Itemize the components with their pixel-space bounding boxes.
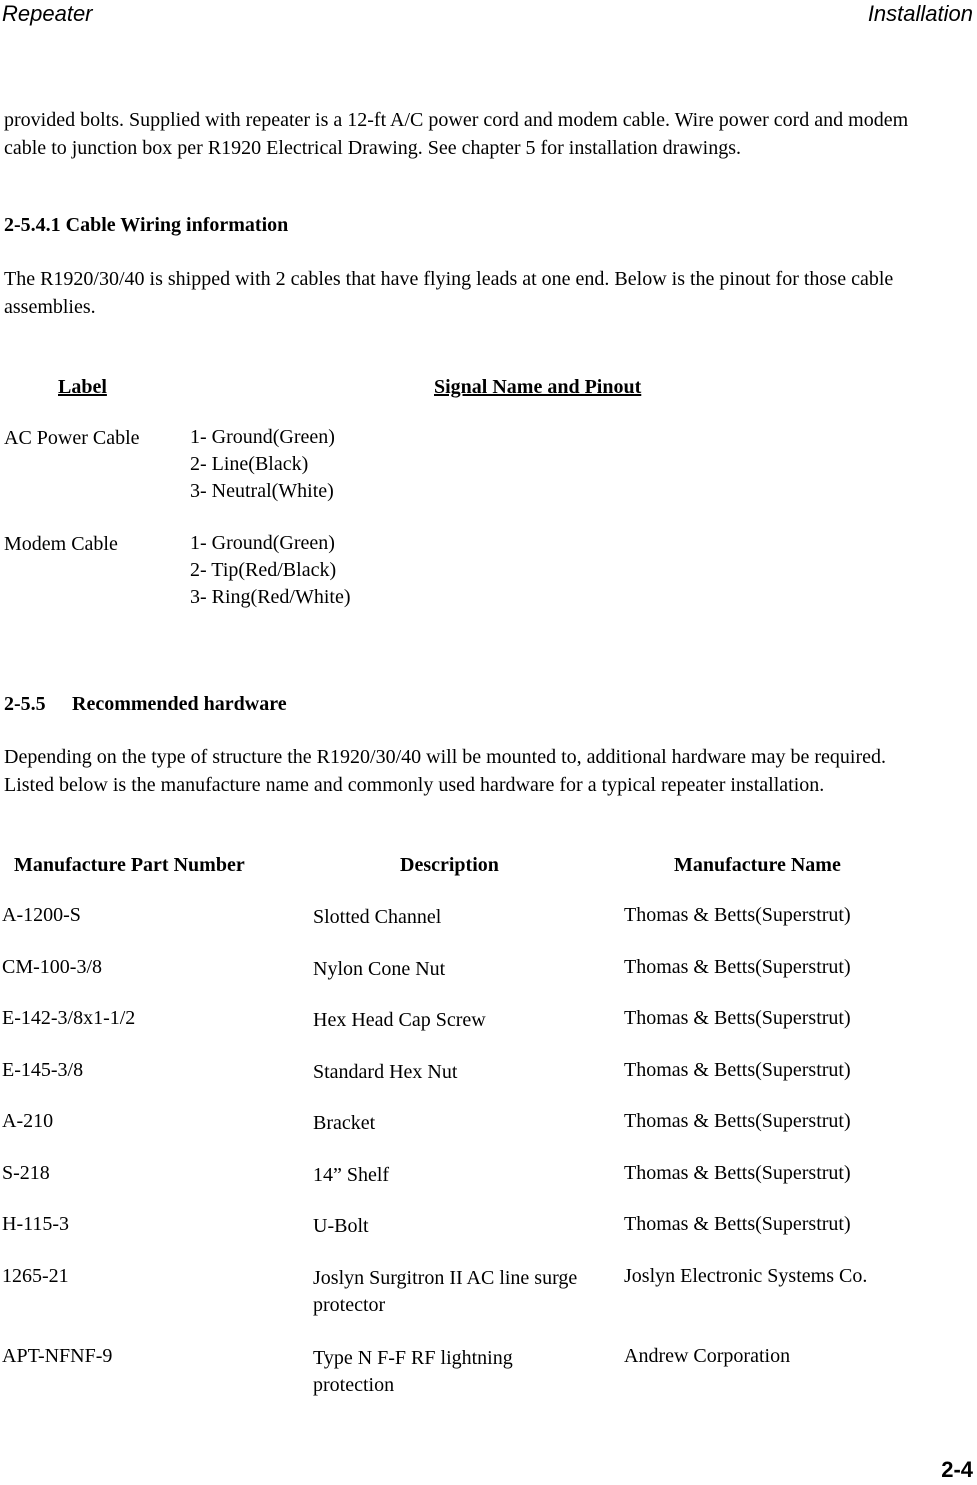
description-cell: Hex Head Cap Screw bbox=[313, 1009, 486, 1031]
table-row bbox=[0, 1162, 977, 1190]
part-number-cell: E-145-3/8 bbox=[2, 1059, 84, 1081]
manufacturer-cell: Thomas & Betts(Superstrut) bbox=[624, 956, 851, 978]
manufacturer-cell: Andrew Corporation bbox=[624, 1345, 791, 1367]
description-cell: Type N F-F RF lightning protection bbox=[313, 1347, 513, 1396]
cable-label-ac-power: AC Power Cable bbox=[4, 427, 140, 449]
pin-item: 1- Ground(Green) bbox=[190, 426, 335, 448]
part-number-cell: APT-NFNF-9 bbox=[2, 1345, 113, 1367]
table-row bbox=[0, 956, 977, 984]
manufacturer-cell: Thomas & Betts(Superstrut) bbox=[624, 1110, 851, 1132]
manufacturer-cell: Thomas & Betts(Superstrut) bbox=[624, 1059, 851, 1081]
pinout-ac-power bbox=[190, 424, 335, 505]
table-row bbox=[0, 1059, 977, 1087]
table-header-description: Description bbox=[400, 854, 499, 876]
description-cell: Slotted Channel bbox=[313, 906, 442, 928]
part-number-cell: CM-100-3/8 bbox=[2, 956, 102, 978]
description-cell: U-Bolt bbox=[313, 1215, 369, 1237]
part-number-cell: A-1200-S bbox=[2, 904, 81, 926]
manufacturer-cell: Thomas & Betts(Superstrut) bbox=[624, 904, 851, 926]
part-number-cell: 1265-21 bbox=[2, 1265, 69, 1287]
pin-item: 2- Line(Black) bbox=[190, 453, 309, 475]
page-number: 2-4 bbox=[941, 1457, 973, 1482]
table-header-part-number: Manufacture Part Number bbox=[14, 854, 245, 876]
description-cell: Nylon Cone Nut bbox=[313, 958, 446, 980]
manufacturer-cell: Thomas & Betts(Superstrut) bbox=[624, 1162, 851, 1184]
section-number-hardware: 2-5.5 bbox=[4, 693, 46, 715]
description-cell: Joslyn Surgitron II AC line surge protector bbox=[313, 1267, 578, 1316]
table-row bbox=[0, 1110, 977, 1138]
description-cell: 14” Shelf bbox=[313, 1164, 390, 1186]
table-row bbox=[0, 1265, 977, 1316]
manufacturer-cell: Thomas & Betts(Superstrut) bbox=[624, 1213, 851, 1235]
description-cell: Standard Hex Nut bbox=[313, 1061, 458, 1083]
part-number-cell: H-115-3 bbox=[2, 1213, 70, 1235]
description-cell: Bracket bbox=[313, 1112, 376, 1134]
section-heading-cable-wiring: 2-5.4.1 Cable Wiring information bbox=[4, 214, 289, 236]
running-header-left: Repeater bbox=[2, 1, 93, 26]
hardware-paragraph: Depending on the type of structure the R1920/30/40 will be mounted to, additional hardware may be required. Listed below is the manufacture name and commonly used hardware for a typical repeater installation. bbox=[4, 746, 886, 796]
table-row bbox=[0, 904, 977, 932]
part-number-cell: A-210 bbox=[2, 1110, 54, 1132]
label-column-header: Label bbox=[58, 376, 107, 398]
table-header-manufacturer: Manufacture Name bbox=[674, 854, 841, 876]
table-row bbox=[0, 1007, 977, 1035]
cable-label-modem: Modem Cable bbox=[4, 533, 118, 555]
section-heading-hardware: Recommended hardware bbox=[72, 693, 287, 715]
signal-column-header: Signal Name and Pinout bbox=[434, 376, 642, 398]
pin-item: 3- Neutral(White) bbox=[190, 480, 334, 502]
table-row bbox=[0, 1213, 977, 1241]
manufacturer-cell: Thomas & Betts(Superstrut) bbox=[624, 1007, 851, 1029]
table-row bbox=[0, 1345, 977, 1396]
running-header-right: Installation bbox=[867, 1, 973, 26]
pin-item: 1- Ground(Green) bbox=[190, 532, 335, 554]
manufacturer-cell: Joslyn Electronic Systems Co. bbox=[624, 1265, 868, 1287]
part-number-cell: S-218 bbox=[2, 1162, 50, 1184]
cable-paragraph: The R1920/30/40 is shipped with 2 cables that have flying leads at one end. Below is the pinout for those cable assemblies. bbox=[4, 268, 894, 318]
pin-item: 2- Tip(Red/Black) bbox=[190, 559, 337, 581]
pinout-modem bbox=[190, 530, 351, 611]
part-number-cell: E-142-3/8x1-1/2 bbox=[2, 1007, 136, 1029]
pin-item: 3- Ring(Red/White) bbox=[190, 586, 351, 608]
intro-paragraph: provided bolts. Supplied with repeater is a 12-ft A/C power cord and modem cable. Wire power cord and modem cable to junction box per R1920 Electrical Drawing. See chapter 5 for installation drawings. bbox=[4, 109, 909, 159]
